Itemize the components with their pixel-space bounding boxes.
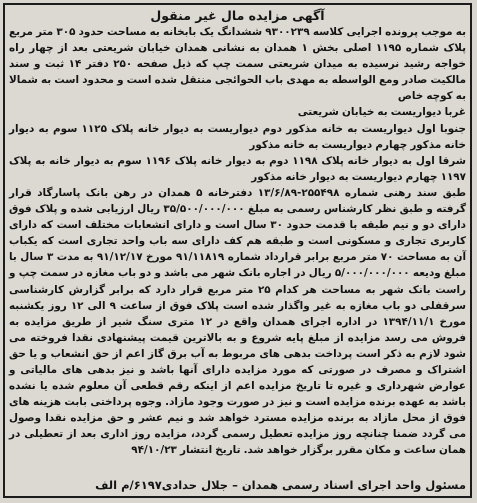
notice-box — [3, 3, 472, 498]
notice-paragraph-west: غربا دیواریست به خیابان شریعتی — [297, 106, 466, 119]
notice-paragraph-south: جنوبا اول دیواریست به خانه مذکور دوم دیواریست به دیوار خانه پلاک ۱۱۲۵ سوم به دیوار خانه مذکور چهارم دیواریست به خانه مذکور — [9, 122, 466, 151]
notice-paragraph-intro: به موجب پرونده اجرایی کلاسه ۹۳۰۰۲۳۹ ششدانگ یک بابخانه به مساحت حدود ۳۰۵ متر مربع پلاک شماره ۱۱۹۵ اصلی بخش ۱ همدان به نشانی همدان خیابان شریعتی بعد از چهار راه خواجه رشید نرسیده به میدان شریعتی سمت چپ که ذیل صفحه ۲۵۰ دفتر ۱۴ ثبت و سند مالکیت صادر ومع الواسطه به مهدی باب الحوائجی منتقل شده است و محدود است به شمالا به کوچه خاص — [9, 26, 466, 103]
notice-code: ۶۱۹۷/م الف — [95, 478, 162, 492]
notice-paragraph-details: طبق سند رهنی شماره ۲۵۵۴۹۸-۱۳/۶/۸۹ دفترخانه ۵ همدان در رهن بانک پاسارگاد قرار گرفته و طبق نظر کارشناس رسمی به مبلغ ۳۵/۵۰۰/۰۰۰/۰۰۰ ریال ارزیابی شده و پلاک فوق دارای دو و نیم طبقه با قدمت حدود ۳۰ سال است و دارای انشعابات مختلف است که دارای کاربری تجاری و مسکونی است و طبقه هم کف دارای سه باب واحد تجاری است که یکباب آن به مساحت ۷۰ متر مربع برابر قرارداد شماره ۹۱/۱۱۸۱۹ مورخ ۹۱/۱۲/۱۷ به مدت ۳ سال با مبلغ ودیعه ۵/۰۰۰/۰۰۰/۰۰۰ ریال در اجاره بانک شهر می باشد و دو باب مغازه در سمت چپ و راست بانک شهر به مساحت هر کدام ۲۵ متر مربع قرار دارد که برابر گزارش کارشناسی سرقفلی دو باب مغازه به غیر واگذار شده است پلاک فوق از ساعت ۹ الی ۱۲ روز یکشنبه مورخ ۱۳۹۴/۱۱/۱ در اداره اجرای همدان واقع در ۱۲ متری سنگ شیر از طریق مزایده به فروش می رسد مزایده از مبلغ پایه شروع و به بالاترین قیمت پیشنهادی نقدا فروخته می شود لازم به ذکر است پرداخت بدهی های مربوط به آب برق گاز اعم از حق انشعاب و یا حق اشتراک و مصرف در صورتی که مورد مزایده دارای آنها باشد و نیز بدهی های مالیاتی و عوارض شهرداری و غیره تا تاریخ مزایده اعم از اینکه رقم قطعی آن معلوم شده یا نشده باشد به عهده برنده مزایده است و نیز در صورت وجود مازاد. وجوه پرداختی بابت هزینه های فوق از محل مازاد به برنده مزایده مسترد خواهد شد و نیم عشر و حق مزایده نقدا وصول می گردد ضمنا چنانچه روز مزایده تعطیل رسمی گردد، مزایده روز اداری بعد از تعطیلی در همان ساعت و مکان مقرر برگزار خواهد شد. تاریخ انتشار ۹۴/۱۰/۲۳ — [9, 186, 467, 457]
notice-footer — [9, 476, 466, 494]
notice-paragraph-east: شرقا اول به دیوار خانه پلاک ۱۱۹۸ دوم به دیوار خانه پلاک ۱۱۹۶ سوم به دیوار خانه به پلاک ۱۱۹۷ چهارم دیواریست به دیوار خانه مذکور — [9, 154, 466, 183]
notice-signature: مسئول واحد اجرای اسناد رسمی همدان – جلال حدادی — [161, 478, 466, 492]
notice-body — [9, 7, 466, 494]
notice-title: آگهی مزایده مال غیر منقول — [150, 8, 325, 23]
